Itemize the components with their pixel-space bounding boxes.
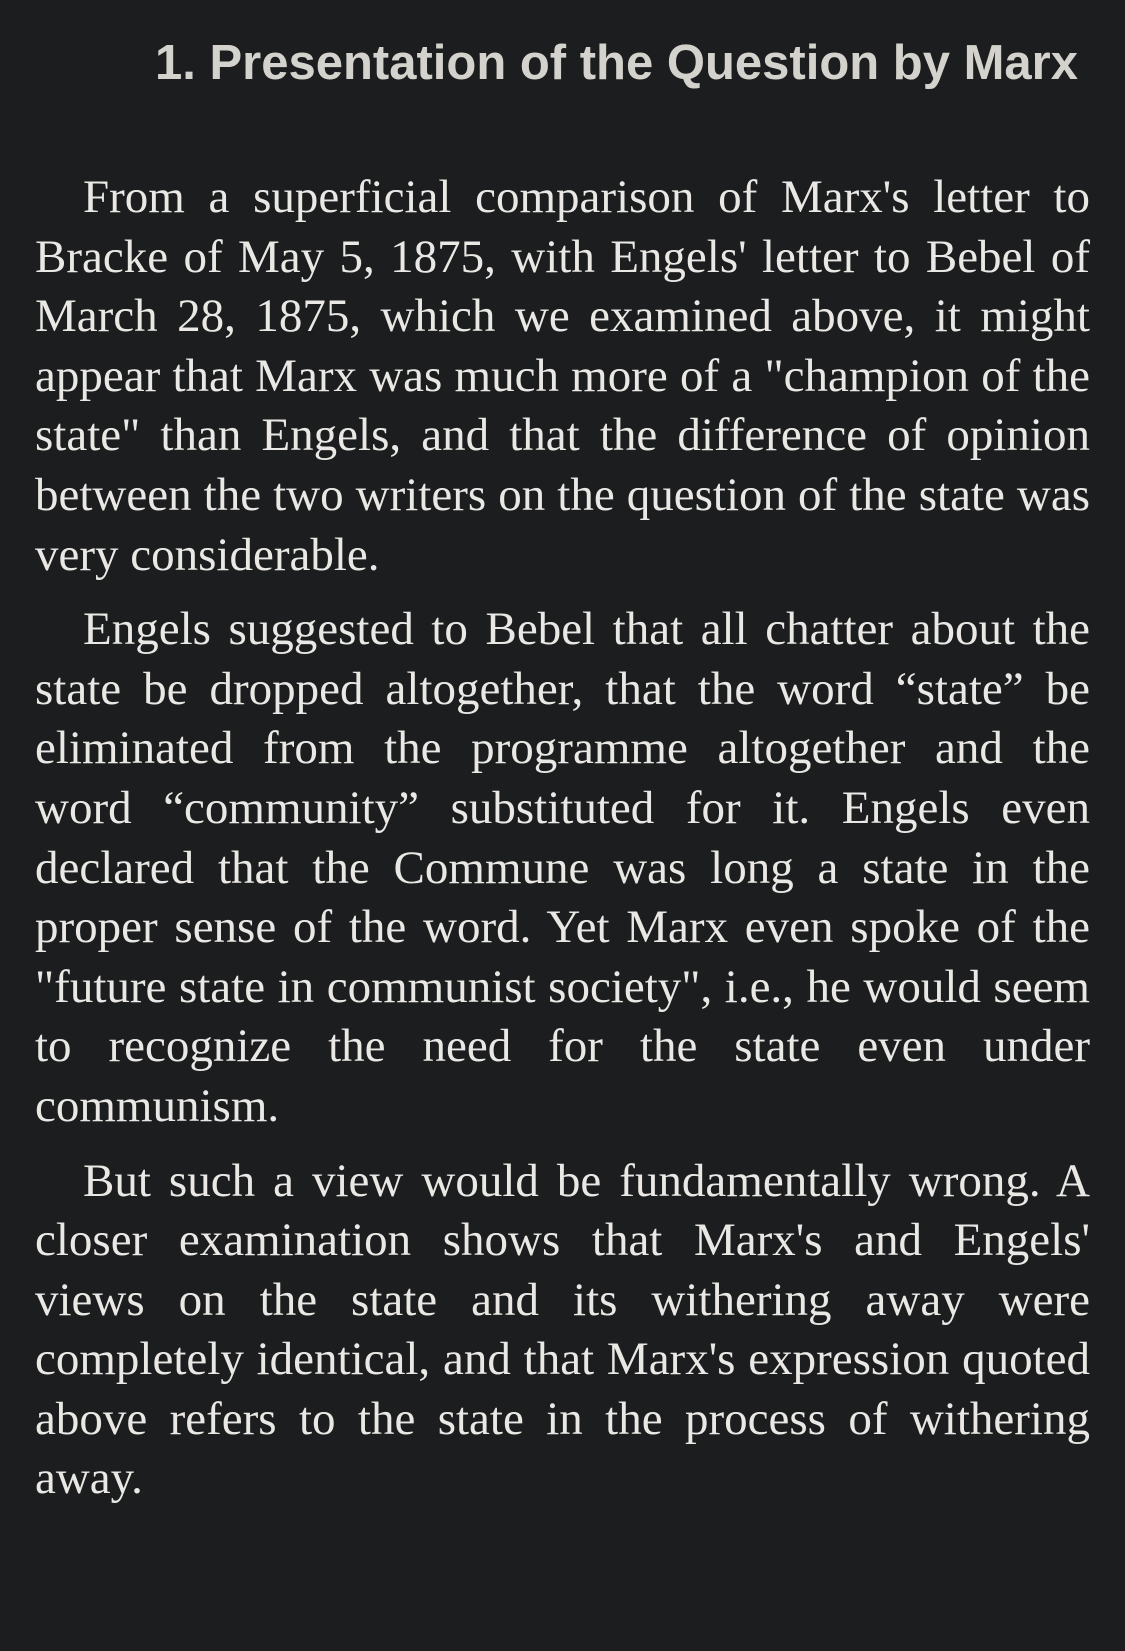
paragraph-2: Engels suggested to Bebel that all chatter about the state be dropped altogether, that the word “state” be eliminated from the programme altogether and the word “community” substituted for it. Engels even declared that the Commune was long a state in the proper sense of the word. Yet Marx even spoke of the "future state in communist society", i.e., he would seem to recognize the need for the state even under communism. bbox=[35, 603, 1090, 1132]
paragraph-1: From a superficial comparison of Marx's letter to Bracke of May 5, 1875, with Engels' letter to Bebel of March 28, 1875, which we examined above, it might appear that Marx was much more of a "champion of the state" than Engels, and that the difference of opinion between the two writers on the question of the state was very considerable. bbox=[35, 171, 1090, 581]
chapter-title: 1. Presentation of the Question by Marx bbox=[154, 36, 1078, 90]
paragraph-3: But such a view would be fundamentally wrong. A closer examination shows that Marx's and Engels' views on the state and its withering away were completely identical, and that Marx's expression quoted above refers to the state in the process of withering away. bbox=[35, 1154, 1090, 1505]
chapter-body bbox=[35, 168, 1090, 1524]
